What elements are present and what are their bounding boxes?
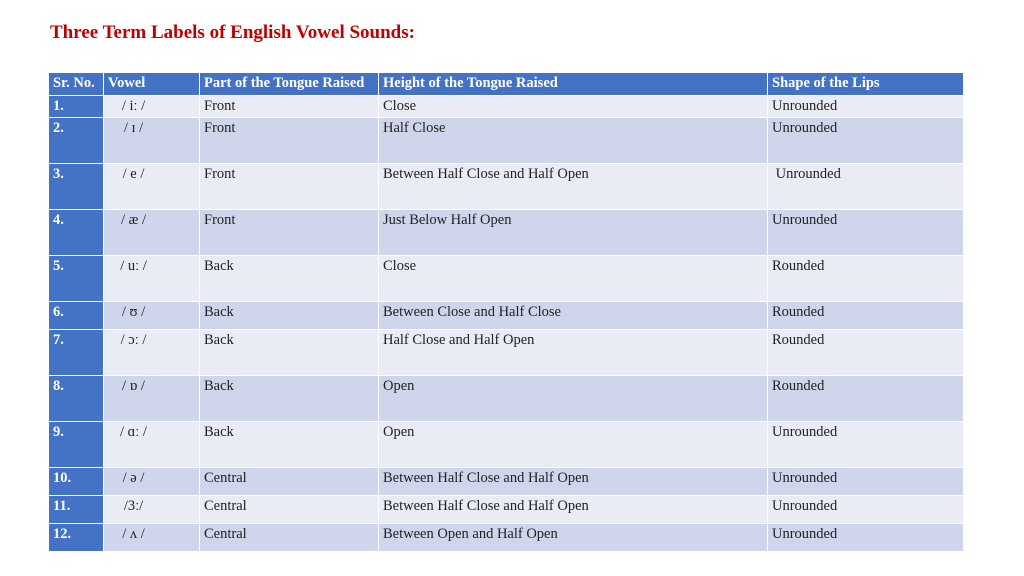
header-height-of-tongue: Height of the Tongue Raised	[379, 73, 768, 96]
row-height: Half Close	[379, 118, 768, 164]
header-vowel: Vowel	[104, 73, 200, 96]
row-height: Close	[379, 96, 768, 118]
row-vowel: /3ː/	[104, 496, 200, 524]
row-vowel: / iː /	[104, 96, 200, 118]
row-sr: 8.	[49, 376, 104, 422]
row-part: Front	[200, 96, 379, 118]
row-sr: 11.	[49, 496, 104, 524]
row-vowel: / ʌ /	[104, 524, 200, 552]
row-sr: 5.	[49, 256, 104, 302]
row-sr: 3.	[49, 164, 104, 210]
row-height: Between Open and Half Open	[379, 524, 768, 552]
row-height: Between Close and Half Close	[379, 302, 768, 330]
header-sr-no: Sr. No.	[49, 73, 104, 96]
row-part: Central	[200, 496, 379, 524]
row-part: Back	[200, 330, 379, 376]
table-row	[49, 256, 964, 302]
header-shape-of-lips: Shape of the Lips	[768, 73, 964, 96]
row-height: Close	[379, 256, 768, 302]
row-part: Back	[200, 256, 379, 302]
row-sr: 2.	[49, 118, 104, 164]
table-row	[49, 496, 964, 524]
row-lips: Unrounded	[768, 210, 964, 256]
row-lips: Unrounded	[768, 164, 964, 210]
row-height: Half Close and Half Open	[379, 330, 768, 376]
table-row	[49, 376, 964, 422]
row-part: Back	[200, 376, 379, 422]
row-sr: 10.	[49, 468, 104, 496]
row-lips: Unrounded	[768, 118, 964, 164]
row-lips: Rounded	[768, 330, 964, 376]
row-vowel: / ʊ /	[104, 302, 200, 330]
row-lips: Unrounded	[768, 496, 964, 524]
vowel-table	[48, 72, 964, 552]
row-lips: Unrounded	[768, 468, 964, 496]
table-row	[49, 524, 964, 552]
row-vowel: / ɒ /	[104, 376, 200, 422]
row-lips: Rounded	[768, 302, 964, 330]
row-sr: 6.	[49, 302, 104, 330]
table-row	[49, 330, 964, 376]
row-sr: 9.	[49, 422, 104, 468]
row-part: Central	[200, 468, 379, 496]
row-part: Front	[200, 118, 379, 164]
row-height: Between Half Close and Half Open	[379, 164, 768, 210]
page-title: Three Term Labels of English Vowel Sounds:	[50, 22, 415, 43]
row-lips: Unrounded	[768, 524, 964, 552]
row-lips: Rounded	[768, 256, 964, 302]
table-row	[49, 422, 964, 468]
row-lips: Unrounded	[768, 422, 964, 468]
row-height: Between Half Close and Half Open	[379, 496, 768, 524]
table-header-row	[49, 73, 964, 96]
table-row	[49, 164, 964, 210]
row-height: Open	[379, 422, 768, 468]
row-height: Between Half Close and Half Open	[379, 468, 768, 496]
row-sr: 7.	[49, 330, 104, 376]
table-row	[49, 302, 964, 330]
header-part-of-tongue: Part of the Tongue Raised	[200, 73, 379, 96]
row-sr: 4.	[49, 210, 104, 256]
row-part: Back	[200, 422, 379, 468]
row-vowel: / ɔː /	[104, 330, 200, 376]
row-vowel: / e /	[104, 164, 200, 210]
row-part: Front	[200, 210, 379, 256]
row-part: Back	[200, 302, 379, 330]
table-row	[49, 210, 964, 256]
row-sr: 1.	[49, 96, 104, 118]
table-row	[49, 468, 964, 496]
row-lips: Rounded	[768, 376, 964, 422]
row-vowel: / ɪ /	[104, 118, 200, 164]
row-lips: Unrounded	[768, 96, 964, 118]
row-part: Front	[200, 164, 379, 210]
row-height: Just Below Half Open	[379, 210, 768, 256]
row-vowel: / æ /	[104, 210, 200, 256]
table-row	[49, 96, 964, 118]
row-height: Open	[379, 376, 768, 422]
row-vowel: / ɑː /	[104, 422, 200, 468]
row-vowel: / uː /	[104, 256, 200, 302]
row-part: Central	[200, 524, 379, 552]
row-sr: 12.	[49, 524, 104, 552]
table-row	[49, 118, 964, 164]
row-vowel: / ə /	[104, 468, 200, 496]
